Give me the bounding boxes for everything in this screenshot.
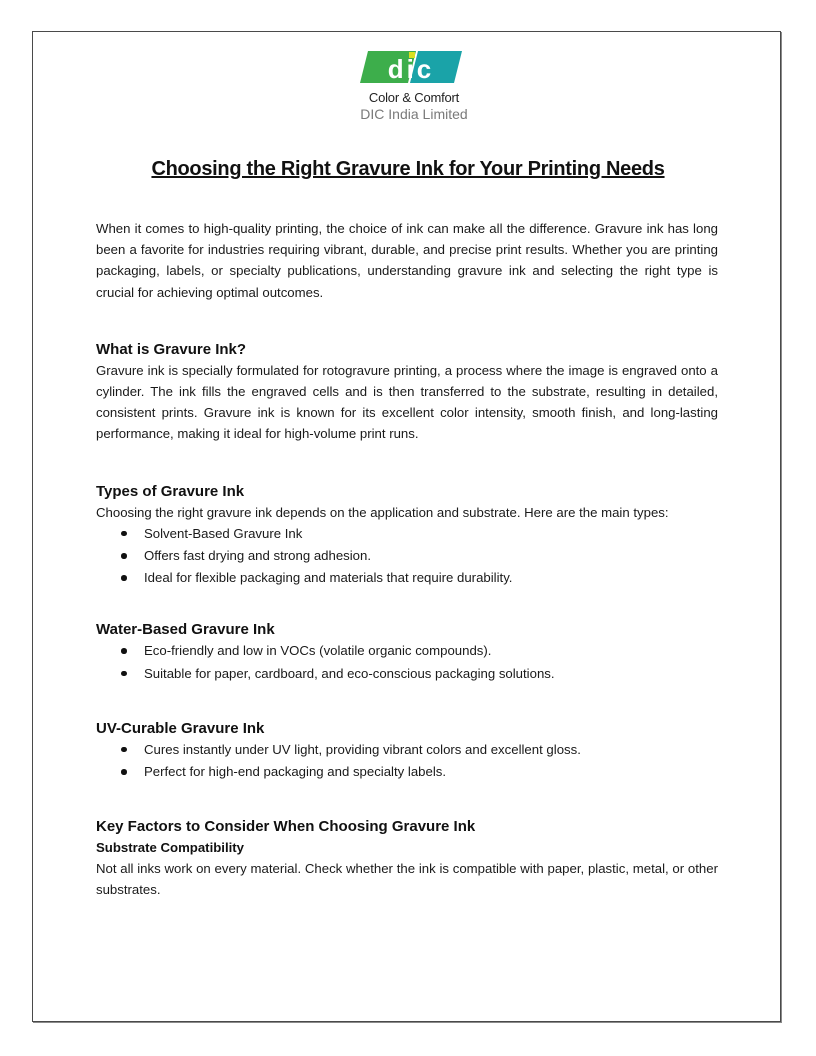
section-heading: Types of Gravure Ink — [96, 482, 245, 500]
document-title: Choosing the Right Gravure Ink for Your Printing Needs — [151, 158, 665, 180]
list-item: Cures instantly under UV light, providing vibrant colors and excellent gloss. — [144, 739, 718, 761]
list-item: Ideal for flexible packaging and materials that require durability. — [144, 567, 718, 589]
section-key-factors — [96, 816, 718, 900]
section-heading: What is Gravure Ink? — [96, 340, 247, 358]
section-heading: UV-Curable Gravure Ink — [96, 719, 265, 737]
intro-paragraph: When it comes to high-quality printing, the choice of ink can make all the difference. Gravure ink has long been a favorite for industries requiring vibrant, durable, and precise print results. Whether you are printing packaging, labels, or specialty publications, understanding gravure ink and selecting the right type is crucial for achieving optimal outcomes. — [96, 221, 718, 300]
logo-tagline: Color & Comfort — [368, 90, 460, 105]
bullet-list — [96, 640, 718, 684]
bullet-list — [96, 523, 718, 590]
section-what-is-gravure-ink — [96, 339, 718, 445]
list-item: Offers fast drying and strong adhesion. — [144, 545, 718, 567]
logo-company-name: DIC India Limited — [360, 106, 468, 122]
document-body — [96, 218, 718, 901]
section-water-based-gravure-ink — [96, 619, 718, 684]
list-item: Solvent-Based Gravure Ink — [144, 523, 718, 545]
company-logo — [352, 48, 476, 124]
list-item: Suitable for paper, cardboard, and eco-conscious packaging solutions. — [144, 663, 718, 685]
section-paragraph: Gravure ink is specially formulated for rotogravure printing, a process where the image is engraved onto a cylinder. The ink fills the engraved cells and is then transferred to the substrate, resulting in detailed, consistent prints. Gravure ink is known for its excellent color intensity, smooth finish, and long-lasting performance, making it ideal for high-volume print runs. — [96, 362, 718, 442]
subsection-heading: Substrate Compatibility — [96, 840, 245, 856]
list-item: Perfect for high-end packaging and specialty labels. — [144, 761, 718, 783]
list-item: Eco-friendly and low in VOCs (volatile organic compounds). — [144, 640, 718, 662]
section-heading: Key Factors to Consider When Choosing Gravure Ink — [96, 818, 476, 836]
bullet-list — [96, 739, 718, 783]
section-paragraph: Choosing the right gravure ink depends on the application and substrate. Here are the main types: — [96, 504, 669, 520]
section-types-of-gravure-ink — [96, 481, 718, 590]
section-uv-curable-gravure-ink — [96, 718, 718, 783]
dic-logo-mark — [356, 48, 462, 86]
logo-mark-text: dic — [387, 54, 435, 84]
section-paragraph: Not all inks work on every material. Check whether the ink is compatible with paper, plastic, metal, or other substrates. — [96, 861, 718, 898]
section-heading: Water-Based Gravure Ink — [96, 621, 275, 639]
